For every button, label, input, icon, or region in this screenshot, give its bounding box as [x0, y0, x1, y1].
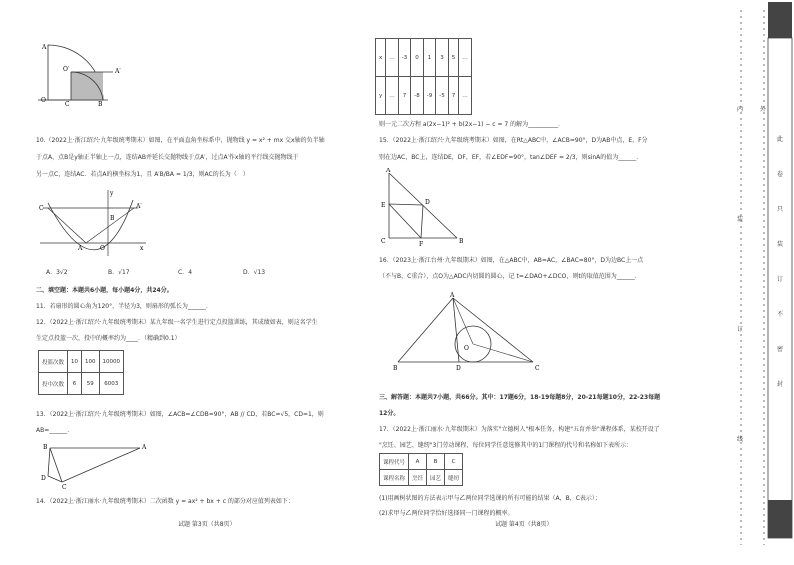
q12-line2: 生定点投篮一次，投中的概率约为____．（精确到0.1） — [36, 335, 181, 342]
table-cell: 3 — [436, 39, 448, 77]
fig-label: B — [459, 238, 464, 245]
side-label: 线 — [737, 436, 744, 443]
table-cell: 10000 — [99, 351, 124, 373]
q14: 14．（2022上·浙江丽水·九年级统考期末）二次函数 y = ax² + bx + c 的部分对应值列表如下： — [36, 498, 294, 505]
table-cell: 缝纫 — [445, 470, 463, 486]
table-cell: 6 — [68, 373, 82, 395]
q10-line2: 于点A，点B是y轴正半轴上一点，连结AB并延长交抛物线于点A′，过点A′作x轴的平行线交抛物线于 — [36, 154, 299, 161]
table-cell: B — [427, 454, 445, 470]
notice-char: 不 — [777, 311, 784, 318]
fig-label: F — [419, 241, 424, 248]
table-cell: -3 — [398, 39, 410, 77]
side-label: 订 — [737, 326, 744, 333]
notice-char: 密 — [777, 346, 784, 353]
q10-option-d: D．√13 — [243, 269, 266, 276]
q11: 11．若扇形的圆心角为120°，半径为3，则扇形的弧长为______． — [36, 303, 212, 310]
table-cell: y — [376, 77, 386, 115]
notice-char: 此 — [777, 136, 784, 143]
table-cell: 10 — [68, 351, 82, 373]
fig-label: B — [98, 101, 103, 108]
q14-table — [375, 38, 472, 115]
side-label: 内 — [737, 106, 744, 113]
notice-char: 封 — [777, 381, 784, 388]
fig-label: A — [78, 245, 83, 252]
fig-label: A — [450, 292, 455, 299]
table-cell: 0 — [411, 39, 423, 77]
fig-label: C — [65, 101, 70, 108]
fig-label: C — [62, 484, 67, 490]
q10-option-a: A．3√2 — [46, 269, 68, 276]
table-cell: 1 — [423, 39, 435, 77]
q17-sub1: (1)用画树状图的方法表示甲与乙两位同学选课的所有可能的结果（A，B，C表示）； — [379, 495, 601, 502]
side-label: 装 — [737, 216, 744, 223]
fig-label: B — [110, 215, 115, 222]
fig-label: O — [41, 97, 46, 104]
notice-char: 订 — [777, 276, 784, 283]
q10-option-b: B．√17 — [108, 269, 130, 276]
side-label: 外 — [760, 106, 767, 113]
fig-label: O — [100, 245, 105, 252]
notice-char: 装 — [777, 241, 784, 248]
q15-figure — [379, 168, 469, 248]
table-cell: 100 — [82, 351, 100, 373]
q14-end: 则一元二次方程 a(2x−1)² + b(2x−1) − c = 7 的解为__________． — [379, 121, 565, 128]
table-cell: 课程名称 — [380, 470, 409, 486]
fig-label: y — [110, 190, 114, 197]
table-cell: … — [459, 77, 472, 115]
fig-label: O — [464, 345, 469, 352]
table-cell: 59 — [82, 373, 100, 395]
table-cell: -5 — [436, 77, 448, 115]
table-cell: x — [376, 39, 386, 77]
table-cell: … — [386, 39, 399, 77]
section-3-line2: 12分。 — [379, 410, 400, 417]
fig-label: E — [381, 202, 386, 209]
q12-table — [38, 350, 124, 395]
sector-figure — [38, 40, 148, 110]
table-cell: 6003 — [99, 373, 124, 395]
table-cell: -9 — [423, 77, 435, 115]
table-cell: -8 — [411, 77, 423, 115]
fig-label: O′ — [63, 66, 70, 73]
table-cell: 投篮次数 — [39, 351, 68, 373]
table-cell: C — [445, 454, 463, 470]
q10-line1: 10.（2022上·浙江绍兴·九年级统考期末）如图，在平面直角坐标系中，抛物线 y = x² + mx 交x轴的负半轴 — [36, 137, 325, 144]
fig-label: A′ — [136, 203, 142, 210]
table-cell: 7 — [448, 77, 459, 115]
section-2-heading: 二、填空题：本题共6小题，每小题4分，共24分。 — [36, 287, 173, 294]
q17-line1: 17．（2022上·浙江丽水·九年级期末）为落实"立德树人"根本任务，构建"五育并举"课程体系，某校开设了 — [379, 426, 660, 433]
notice-char: 卷 — [777, 171, 784, 178]
q13-line1: 13．（2022上·浙江绍兴·九年级统考期末）如图，∠ACB=∠CDB=90°，AB // CD，若BC=√5，CD=1，则 — [36, 411, 324, 418]
q15-line1: 15．（2022上·浙江绍兴·九年级统考期末）如图，在Rt△ABC中，∠ACB=90°，D为AB中点，E，F分 — [379, 137, 648, 144]
parabola-figure — [38, 188, 148, 258]
q17-line2: "烹饪、园艺、缝纫"3门劳动课程，每位同学任意选修其中的1门课程的代号和名称如下表所示： — [379, 442, 633, 449]
q13-figure — [40, 440, 150, 490]
q16-line2: （不与B，C重合），点O为△ADC内切圆的圆心，记 t=∠DAO+∠DCO，则t的取值范围为______． — [379, 273, 641, 280]
fig-label: C — [535, 365, 540, 372]
page-footer-right: 试题 第4页（共8页） — [495, 521, 553, 528]
section-3-line1: 三、解答题：本题共7小题，共66分。其中：17题6分，18-19每题8分，20-21每题10分，22-23每题 — [379, 394, 661, 401]
fig-label: x — [140, 245, 144, 252]
q12-line1: 12．（2022上·浙江绍兴·九年级统考期末）某九年级一名学生进行定点投篮训练，其成绩如表，则这名学生 — [36, 319, 318, 326]
binding-strip — [716, 0, 794, 561]
table-cell: … — [459, 39, 472, 77]
fig-label: D — [456, 365, 461, 372]
table-cell: 园艺 — [427, 470, 445, 486]
column-divider — [366, 30, 367, 530]
table-cell: 5 — [448, 39, 459, 77]
fig-label: C — [39, 205, 44, 212]
q10-option-c: C．4 — [178, 269, 193, 276]
fig-label: A — [386, 168, 391, 174]
fig-label: A — [142, 444, 147, 451]
q15-line2: 别在边AC，BC上，连结DE，DF，EF，若∠EDF=90°，tan∠DEF = 2/3，则sinA的值为______． — [379, 154, 643, 161]
table-cell: 投中次数 — [39, 373, 68, 395]
fig-label: A — [42, 44, 47, 51]
q17-sub2: (2)求甲与乙两位同学恰好选择同一门课程的概率。 — [379, 510, 514, 517]
table-cell: 7 — [398, 77, 410, 115]
fig-label: A′ — [115, 68, 121, 75]
table-cell: 课程代号 — [380, 454, 409, 470]
notice-char: 只 — [777, 206, 784, 213]
table-cell: A — [409, 454, 427, 470]
fig-label: C — [381, 238, 386, 245]
fig-label: D — [425, 199, 430, 206]
q16-line1: 16．（2023上·浙江台州·九年级期末）如图，在△ABC中，AB=AC，∠BAC=80°，D为边BC上一点 — [379, 257, 644, 264]
fig-label: B — [393, 365, 398, 372]
fig-label: B — [43, 444, 48, 451]
q10-line3: 另一点C，连结AC．若点A的横坐标为1，且 A′B/BA = 1/3，则AC的长为（ ） — [36, 171, 249, 178]
q13-line2: AB=______． — [36, 427, 74, 434]
table-cell: 烹饪 — [409, 470, 427, 486]
table-cell: … — [386, 77, 399, 115]
fig-label: D — [41, 475, 46, 482]
q17-table — [379, 453, 463, 486]
q16-figure — [393, 292, 553, 374]
page-footer-left: 试题 第3页（共8页） — [178, 521, 236, 528]
